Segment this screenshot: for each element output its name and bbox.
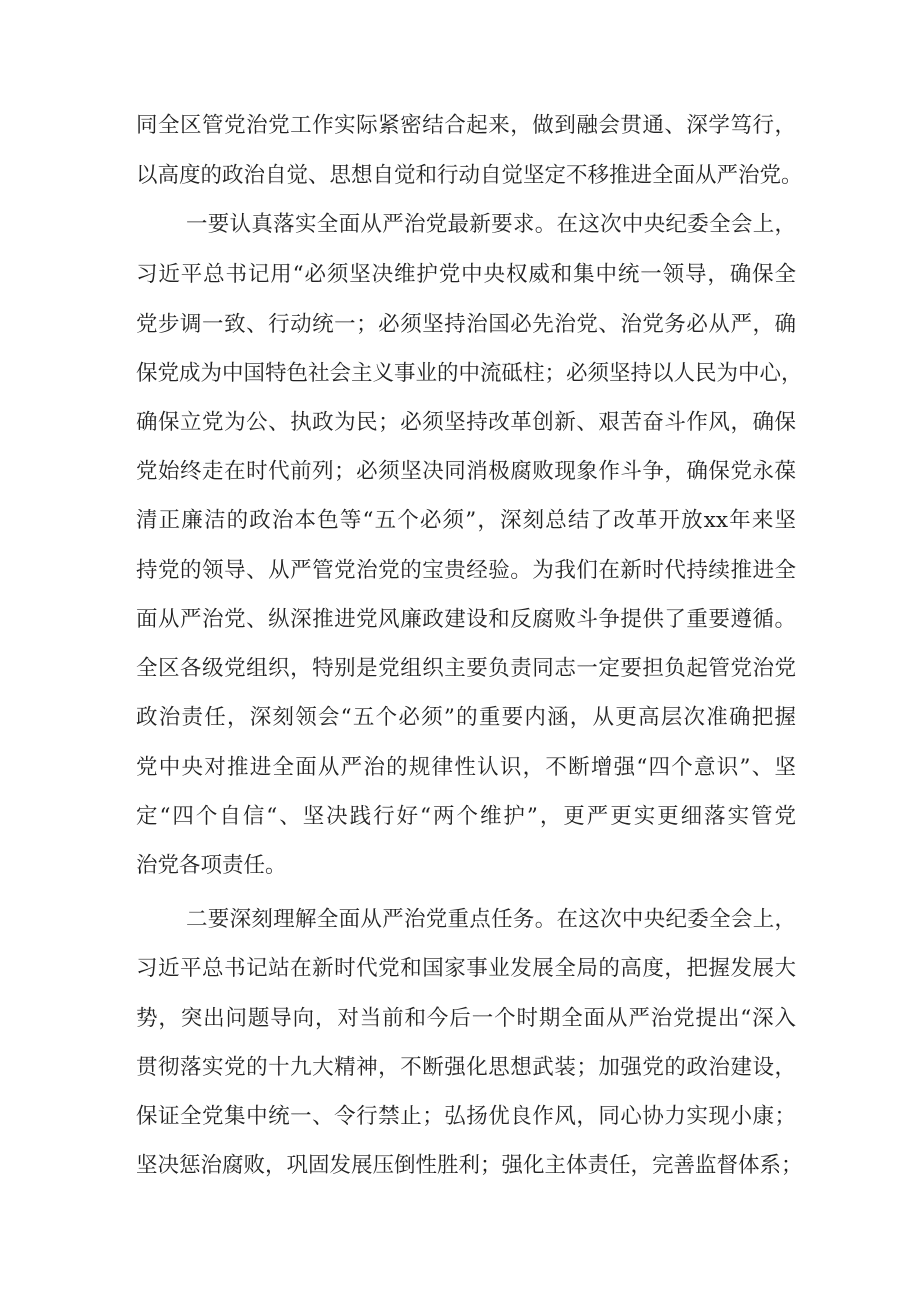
text-line: 势，突出问题导向，对当前和今后一个时期全面从严治党提出“深入 [136, 1006, 796, 1031]
paragraph-first-line: 二要深刻理解全面从严治党重点任务。在这次中央纪委全会上， [186, 907, 796, 932]
text-line: 保证全党集中统一、令行禁止；弘扬优良作风，同心协力实现小康； [136, 1104, 796, 1129]
text-line: 持党的领导、从严管党治党的宝贵经验。为我们在新时代持续推进全 [136, 558, 796, 583]
text-line: 政治责任，深刻领会“五个必须”的重要内涵，从更高层次准确把握 [136, 705, 796, 730]
text-line: 习近平总书记用“必须坚决维护党中央权威和集中统一领导，确保全 [136, 262, 796, 287]
paragraph-last-line: 治党各项责任。 [136, 853, 287, 878]
text-line: 同全区管党治党工作实际紧密结合起来，做到融会贯通、深学笃行， [136, 113, 796, 138]
text-line: 贯彻落实党的十九大精神，不断强化思想武装；加强党的政治建设， [136, 1055, 796, 1080]
text-line: 面从严治党、纵深推进党风廉政建设和反腐败斗争提供了重要遵循。 [136, 607, 796, 632]
text-line: 党步调一致、行动统一；必须坚持治国必先治党、治党务必从严，确 [136, 312, 796, 337]
text-line: 以高度的政治自觉、思想自觉和行动自觉坚定不移推进全面从严治党。 [136, 163, 803, 188]
paragraph-first-line: 一要认真落实全面从严治党最新要求。在这次中央纪委全会上， [186, 212, 796, 237]
text-line: 确保立党为公、执政为民；必须坚持改革创新、艰苦奋斗作风，确保 [136, 410, 796, 435]
text-line: 党中央对推进全面从严治的规律性认识，不断增强“四个意识”、坚 [136, 755, 796, 780]
text-line: 党始终走在时代前列；必须坚决同消极腐败现象作斗争，确保党永葆 [136, 459, 796, 484]
text-line: 保党成为中国特色社会主义事业的中流砥柱；必须坚持以人民为中心， [136, 361, 803, 386]
text-line: 定“四个自信“、坚决践行好“两个维护”，更严更实更细落实管党 [136, 804, 796, 829]
text-line: 习近平总书记站在新时代党和国家事业发展全局的高度，把握发展大 [136, 956, 796, 981]
text-line: 全区各级党组织，特别是党组织主要负责同志一定要担负起管党治党 [136, 656, 796, 681]
text-line: 坚决惩治腐败，巩固发展压倒性胜利；强化主体责任，完善监督体系； [136, 1153, 803, 1178]
text-line: 清正廉洁的政治本色等“五个必须”，深刻总结了改革开放xx年来坚 [136, 508, 796, 533]
